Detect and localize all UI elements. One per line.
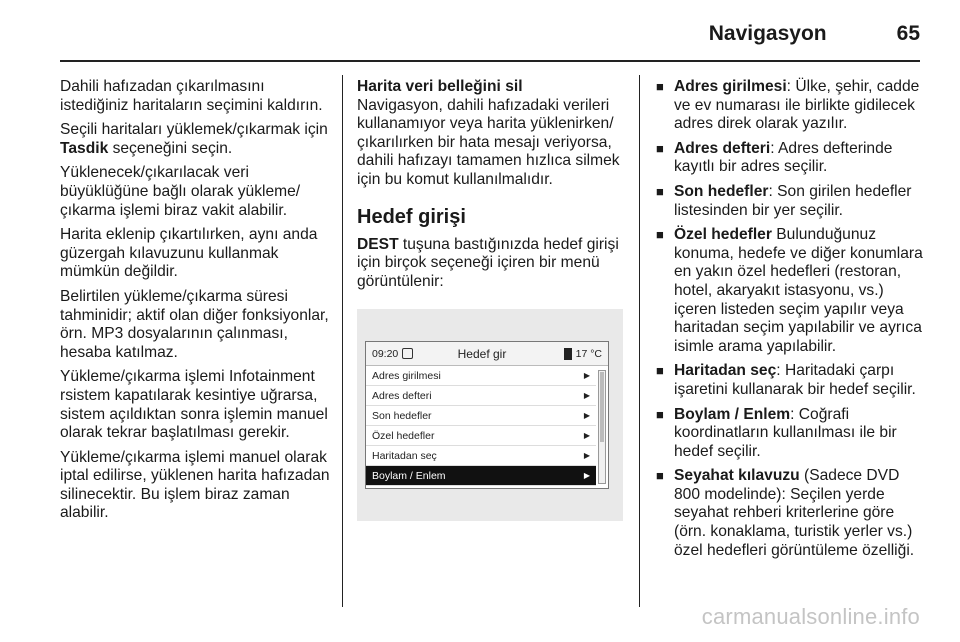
menu-item-label: Adres defteri	[372, 389, 432, 402]
paragraph: Navigasyon, dahili hafızadaki verileri kullanamıyor veya harita yüklenirken/çıkarılırken bir hata mesajı veriyorsa, dahili hafızayı tamamen hızlıca silmek için bu komut kullanılmalıdır.	[357, 96, 620, 188]
bold-term: Son hedefler	[674, 182, 769, 200]
screen-title: Hedef gir	[457, 346, 507, 361]
text: : Haritadaki çarpı işaretini kullanarak bir hedef seçilir.	[674, 362, 916, 398]
paragraph: Dahili hafızadan çıkarılmasını istediğiniz haritaların seçimini kaldırın.	[60, 78, 323, 114]
paragraph: Belirtilen yükleme/çıkarma süresi tahminidir; aktif olan diğer fonksiyonlar, örn. MP3 dosyalarının çalınması, hesaba katılmaz.	[60, 287, 329, 361]
bullet-square-icon: ■	[656, 227, 664, 243]
list-item	[656, 362, 924, 399]
bold-term: Seyahat kılavuzu	[674, 467, 800, 485]
bold-term: Tasdik	[60, 139, 109, 157]
list-item	[656, 467, 924, 560]
chevron-right-icon: ▶	[583, 370, 590, 380]
bullet-square-icon: ■	[656, 79, 664, 94]
screen-status-bar	[366, 342, 608, 366]
menu-item-adres-girilmesi[interactable]	[366, 366, 596, 386]
column-1	[60, 78, 332, 529]
bold-term: DEST	[357, 235, 399, 253]
menu-item-haritadan-sec[interactable]	[366, 446, 596, 466]
bold-term: Boylam / Enlem	[674, 405, 791, 423]
menu-item-label: Haritadan seç	[372, 449, 437, 462]
menu-item-boylam-enlem[interactable]	[366, 466, 596, 486]
chevron-right-icon: ▶	[583, 410, 590, 420]
column-divider-1	[342, 75, 343, 607]
paragraph: Harita eklenip çıkartılırken, aynı anda güzergah kılavuzunu kullanmak mümkün değildir.	[60, 226, 318, 281]
menu-item-ozel-hedefler[interactable]	[366, 426, 596, 446]
chevron-right-icon: ▶	[583, 450, 590, 460]
text: : Ülke, şehir, cadde ve ev numarası ile birlikte gidilecek adres direk olarak yazılır.	[674, 78, 920, 133]
text: seçeneğini seçin.	[108, 139, 233, 157]
paragraph: Yüklenecek/çıkarılacak veri büyüklüğüne bağlı olarak yükleme/çıkarma işlemi biraz vakit alabilir.	[60, 164, 301, 219]
paragraph: Yükleme/çıkarma işlemi Infotainment rsistem kapatılarak kesintiye uğrarsa, sistem açıldıktan sonra işlemin manuel olarak tekrar başlatılması gerekir.	[60, 368, 328, 442]
menu-item-adres-defteri[interactable]	[366, 386, 596, 406]
subheading: Harita veri belleğini sil	[357, 78, 523, 95]
menu-item-label: Boylam / Enlem	[372, 469, 446, 482]
text: Seçili haritaları yüklemek/çıkarmak için	[60, 121, 328, 139]
bold-term: Adres girilmesi	[674, 78, 787, 95]
chevron-right-icon: ▶	[583, 430, 590, 440]
bold-term: Özel hedefler	[674, 226, 772, 244]
list-item	[656, 406, 924, 462]
navigation-icon	[402, 348, 413, 359]
bold-term: Haritadan seç	[674, 362, 777, 380]
infotainment-screen	[365, 341, 609, 489]
page-header	[709, 22, 920, 46]
text: (Sadece DVD 800 modelinde): Seçilen yerde seyahat rehberi kriterlerine göre (örn. konaklama, turistik yerler vs.) özel hedefleri görüntüleme özelliği.	[674, 467, 915, 559]
scrollbar-thumb[interactable]	[600, 372, 604, 442]
bullet-square-icon: ■	[656, 363, 664, 379]
phone-icon	[564, 348, 572, 360]
bold-term: Adres defteri	[674, 139, 771, 157]
menu-item-label: Adres girilmesi	[372, 369, 441, 382]
paragraph: Yükleme/çıkarma işlemi manuel olarak iptal edilirse, yüklenen harita hafızadan silinecektir. Bu işlem biraz zaman alabilir.	[60, 448, 330, 522]
section-title: Hedef girişi	[357, 205, 466, 228]
column-divider-2	[639, 75, 640, 607]
column-2	[357, 78, 625, 521]
list-item	[656, 226, 924, 356]
bullet-square-icon: ■	[656, 183, 664, 199]
menu-item-label: Özel hedefler	[372, 429, 435, 442]
list-item	[656, 183, 924, 220]
chevron-right-icon: ▶	[583, 470, 590, 480]
menu-list	[366, 366, 596, 488]
menu-item-label: Son hedefler	[372, 409, 432, 422]
text: : Adres defterinde kayıtlı bir adres seçilir.	[674, 139, 893, 176]
text: : Son girilen hedefler listesinden bir yer seçilir.	[674, 182, 912, 219]
clock-text: 09:20	[372, 347, 399, 360]
chevron-right-icon: ▶	[583, 390, 590, 400]
text: : Coğrafi koordinatların kullanılması ile bir hedef seçilir.	[674, 405, 897, 460]
paragraph	[357, 236, 625, 292]
page-title: Navigasyon	[708, 22, 827, 45]
column-3	[656, 78, 924, 566]
list-item	[656, 140, 924, 177]
screen-illustration	[357, 309, 623, 521]
bullet-square-icon: ■	[656, 406, 664, 422]
list-item	[656, 78, 924, 134]
text: Bulunduğunuz konuma, hedefe ve diğer konumlara en yakın özel hedefleri (restoran, hotel, akaryakıt istasyonu, vs.) içeren listeden seçim yapılır veya haritadan seçim yapılabilir ve ayrıca isimle arama yapılabilir.	[674, 226, 923, 355]
page-number: 65	[896, 22, 920, 45]
scrollbar[interactable]	[598, 370, 606, 484]
bullet-square-icon: ■	[656, 468, 664, 484]
bullet-square-icon: ■	[656, 140, 664, 156]
header-rule	[60, 60, 920, 62]
menu-item-son-hedefler[interactable]	[366, 406, 596, 426]
temperature-text: 17 °C	[575, 347, 602, 360]
text: tuşuna bastığınızda hedef girişi için birçok seçeneği içiren bir menü görüntülenir:	[357, 235, 619, 290]
watermark: carmanualsonline.info	[701, 604, 920, 629]
paragraph	[60, 121, 332, 158]
